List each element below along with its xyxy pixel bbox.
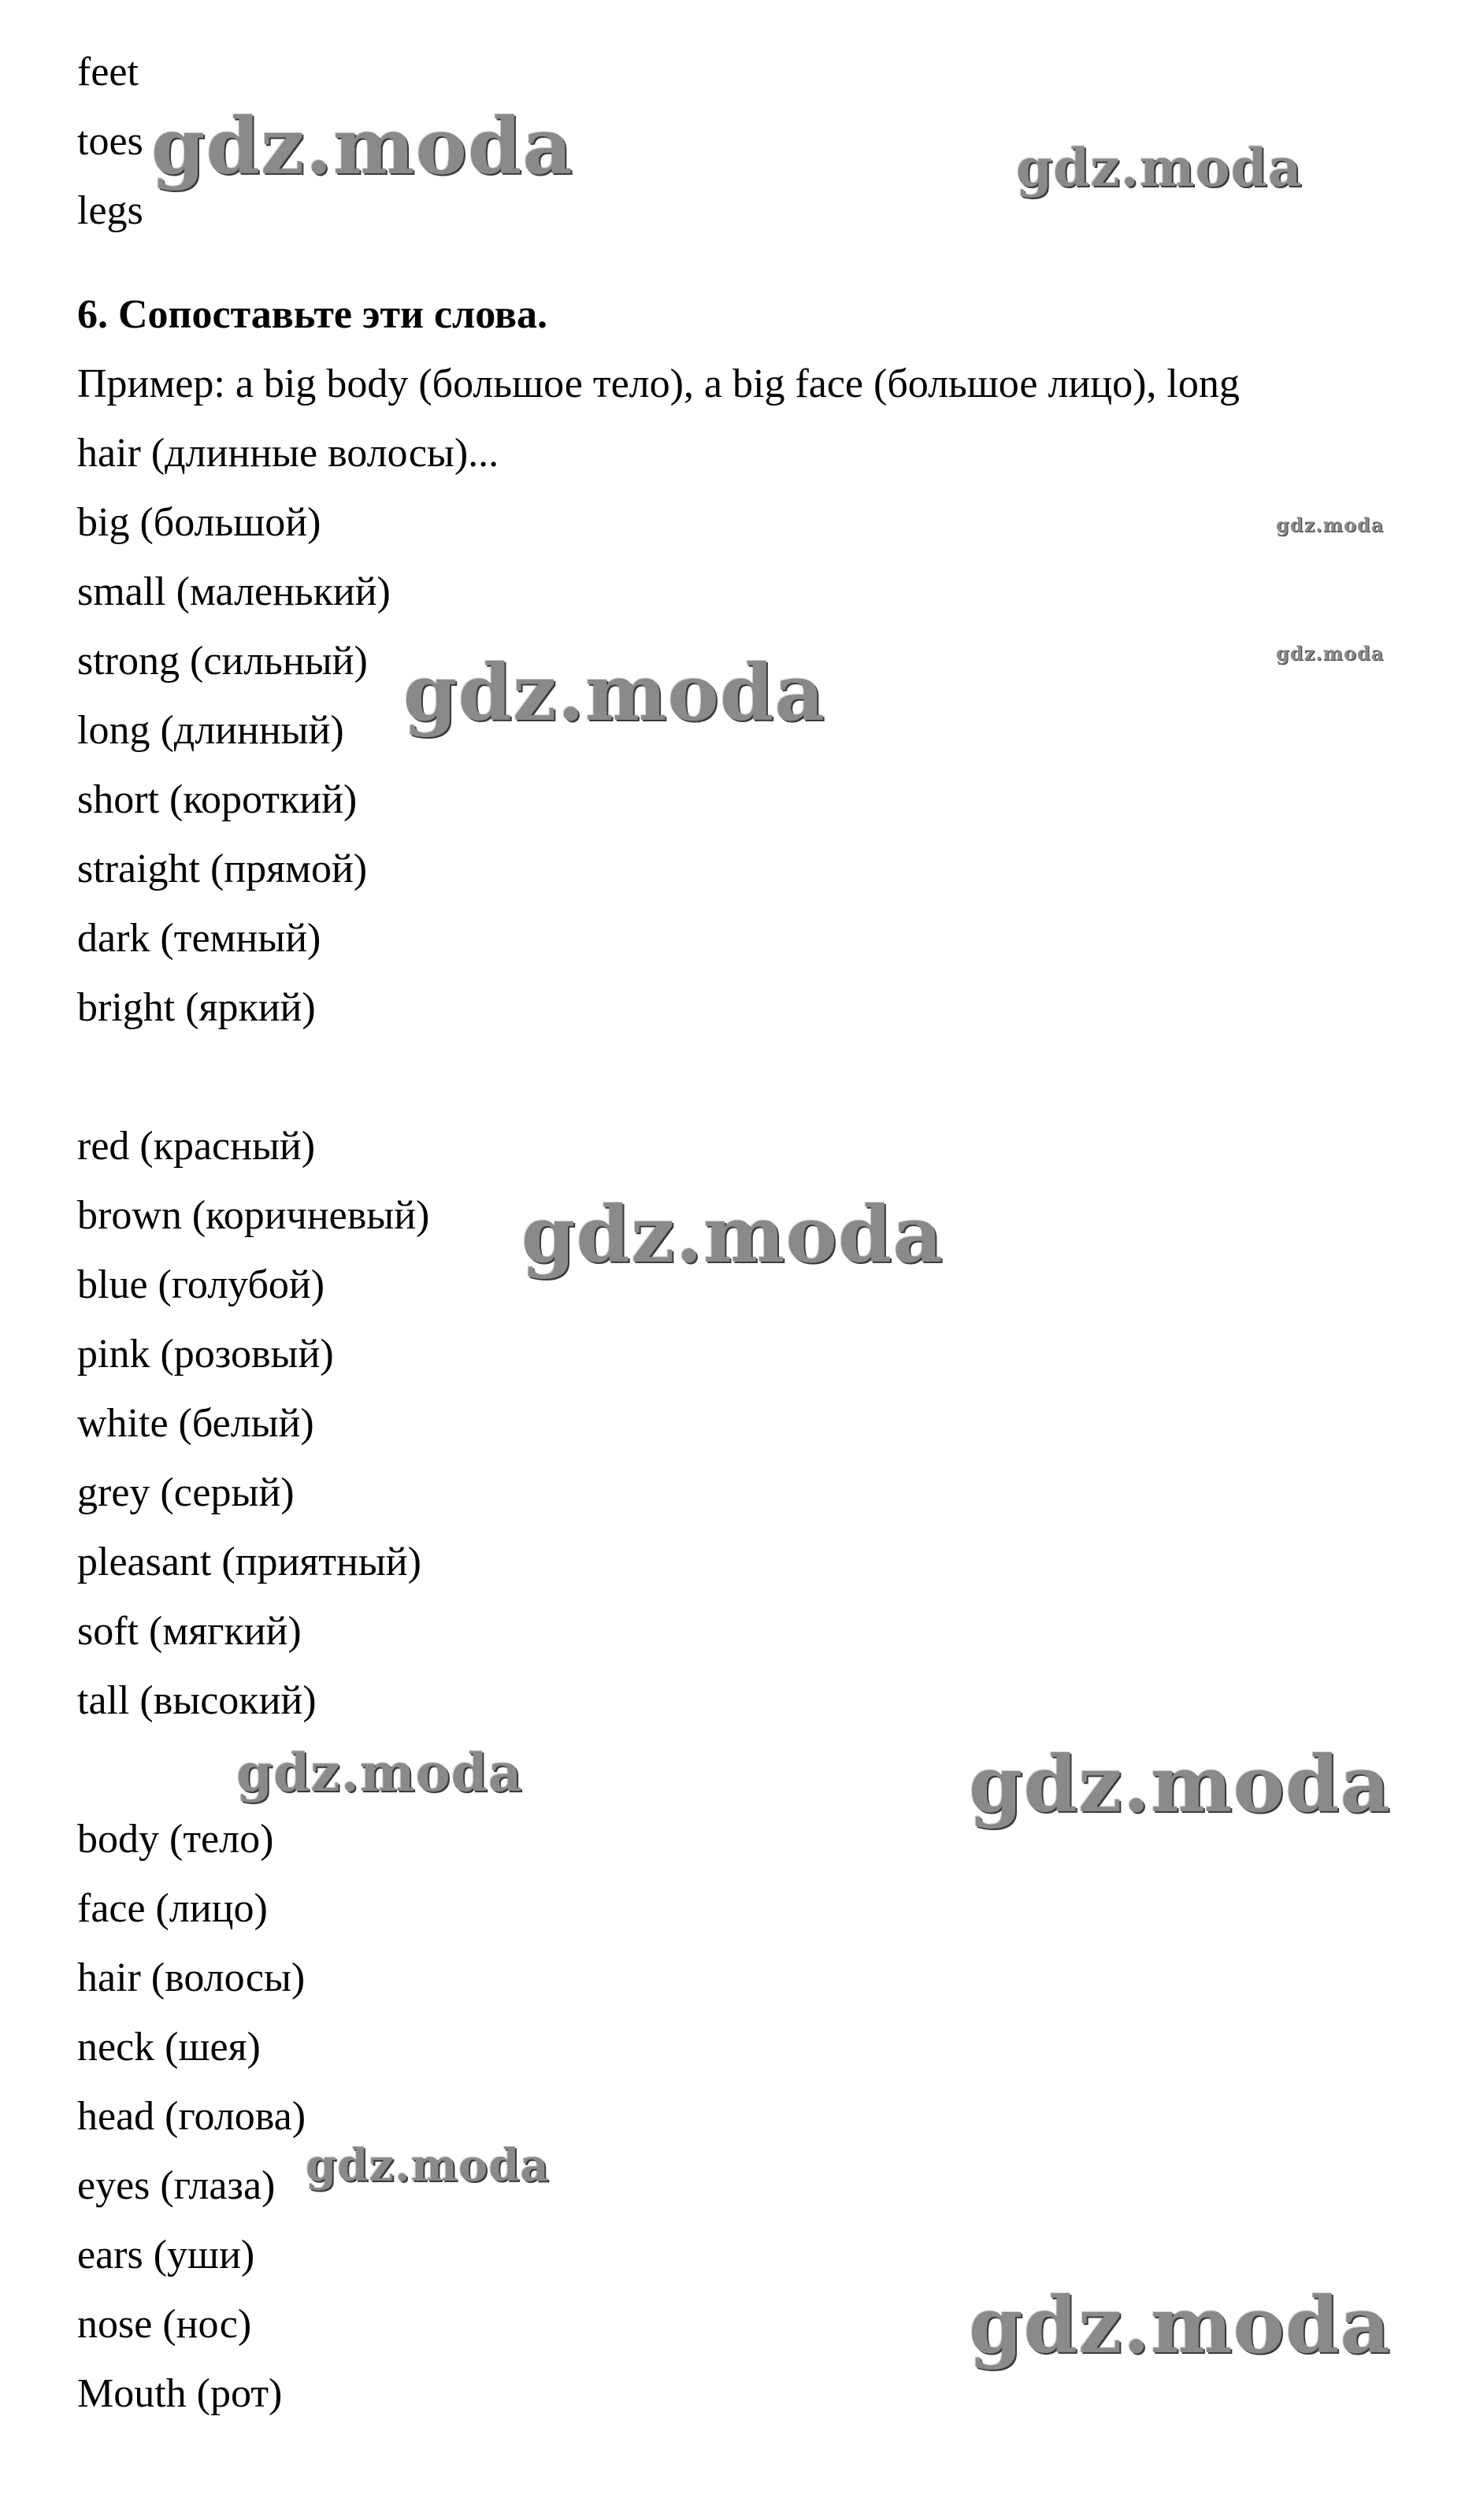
adjective-small: small (маленький) [77,569,391,614]
watermark-logo: gdz.moda [1016,137,1303,198]
adjective-soft: soft (мягкий) [77,1609,302,1654]
watermark-logo: gdz.moda [969,1740,1391,1830]
exercise-heading: 6. Сопоставьте эти слова. [77,292,548,337]
adjective-bright: bright (яркий) [77,985,316,1030]
noun-eyes: eyes (глаза) [77,2163,276,2208]
example-line-1: Пример: a big body (большое тело), a big face (большое лицо), long [77,361,1240,406]
noun-body: body (тело) [77,1817,274,1862]
adjective-pleasant: pleasant (приятный) [77,1540,421,1584]
watermark-logo: gdz.moda [1276,513,1385,536]
color-blue: blue (голубой) [77,1262,325,1307]
noun-face: face (лицо) [77,1886,268,1931]
watermark-logo: gdz.moda [969,2281,1391,2371]
adjective-tall: tall (высокий) [77,1678,317,1723]
adjective-short: short (короткий) [77,777,358,822]
noun-ears: ears (уши) [77,2233,255,2277]
text-line-toes: toes [77,119,143,164]
adjective-strong: strong (сильный) [77,639,368,684]
adjective-big: big (большой) [77,500,321,545]
adjective-straight: straight (прямой) [77,847,368,891]
watermark-logo: gdz.moda [1276,642,1385,665]
color-pink: pink (розовый) [77,1332,334,1377]
noun-nose: nose (нос) [77,2302,252,2347]
watermark-logo: gdz.moda [306,2140,550,2192]
noun-neck: neck (шея) [77,2025,261,2070]
noun-head: head (голова) [77,2094,306,2139]
text-line-legs: legs [77,188,143,233]
watermark-logo: gdz.moda [236,1742,523,1803]
adjective-dark: dark (темный) [77,916,321,961]
noun-hair: hair (волосы) [77,1955,306,2000]
noun-mouth: Mouth (рот) [77,2371,283,2416]
watermark-logo: gdz.moda [151,102,573,192]
color-red: red (красный) [77,1124,316,1169]
watermark-logo: gdz.moda [403,648,825,739]
color-white: white (белый) [77,1401,314,1446]
adjective-long: long (длинный) [77,708,344,753]
color-brown: brown (коричневый) [77,1193,430,1238]
text-line-feet: feet [77,50,139,94]
watermark-logo: gdz.moda [521,1190,944,1280]
example-line-2: hair (длинные волосы)... [77,431,499,476]
color-grey: grey (серый) [77,1470,295,1515]
